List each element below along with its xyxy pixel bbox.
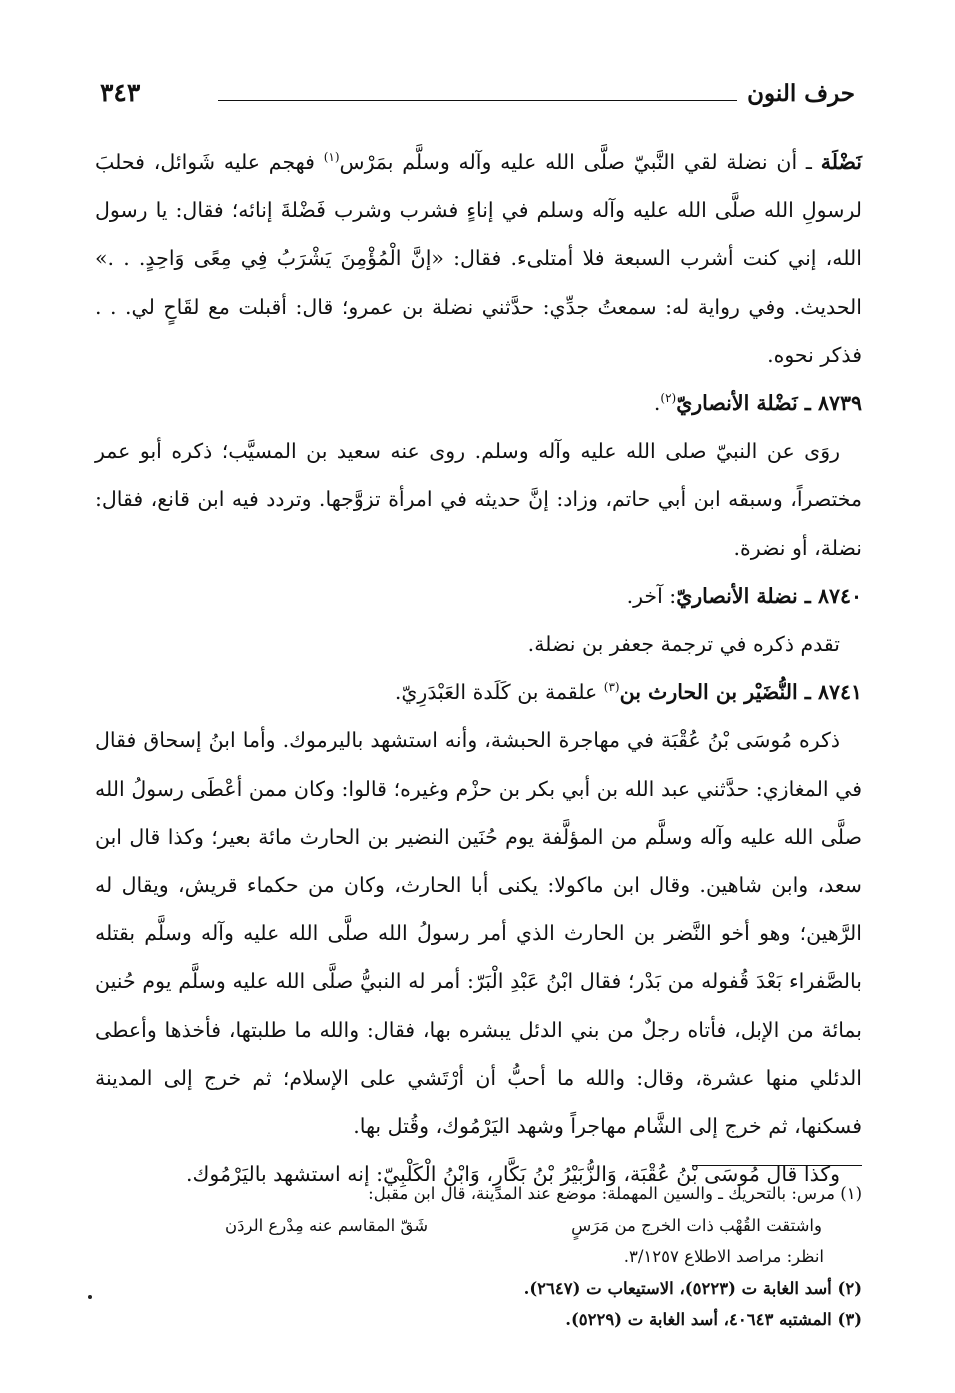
entry-title-tail: علقمة بن كَلَدة العَبْدَرِيّ.: [394, 680, 604, 705]
header-rule: [218, 100, 737, 101]
entry-text-8740: تقدم ذكره في ترجمة جعفر بن نضلة.: [527, 632, 840, 657]
entry-title: ٨٧٣٩ ـ نَضْلة الأنصاريّ: [676, 391, 862, 416]
entry-text-8741-closing: وكذا قال مُوسَى بْنُ عُقْبَة، وَالزُّبَيْرُ بْنُ بَكَّارٍ، وَابْنُ الْكَلْبِيّ: إنه استشهد باليَرْمُوك.: [185, 1162, 840, 1187]
entry-title: ٨٧٤٠ ـ نضلة الأنصاريّ: [676, 583, 862, 608]
footnote-3: (٣) المشتبه ٤٠٦٤٣، أسد الغابة ت (٥٢٢٩).: [565, 1310, 862, 1329]
entry-name: نَضْلَة: [820, 150, 862, 174]
footnote-marker: (٣): [603, 680, 620, 695]
page-number: ٣٤٣: [100, 78, 141, 107]
verse-first-hemistich: واشتقت القُهْب ذات الخرج من مَرَسٍ: [571, 1215, 822, 1235]
entry-title: ٨٧٤١ ـ النُّضَيْر بن الحارث بن: [619, 680, 862, 705]
footnotes: [95, 1178, 862, 1336]
entry-title-tail: .: [653, 391, 661, 416]
entry-heading-8740: [95, 572, 862, 620]
running-head: [100, 78, 855, 118]
paragraph-text: ـ أن نضلة لقي النَّبيّ صلَّى الله عليه وآله وسلَّم بمَرْس: [339, 150, 821, 174]
chapter-title: حرف النون: [747, 80, 855, 107]
entry-title-tail: : آخر.: [626, 583, 677, 608]
entry-text-8739: روَى عن النبيّ صلى الله عليه وآله وسلم. روى عنه سعيد بن المسيَّب؛ ذكره أبو عمر مختصراً، وسبقه ابن أبي حاتم، وزاد: إنَّ حديثه في امرأة تزوَّجها. وتردد فيه ابن قانع، فقال: نضلة، أو نضرة.: [95, 439, 862, 560]
footnote-2: (٢) أسد الغابة ت (٥٢٢٣)، الاستيعاب ت (٢٦٤٧).: [523, 1278, 862, 1298]
verse-second-hemistich: شَقّ المقاسم عنه مِدْرع الردَن: [225, 1215, 429, 1235]
footnote-marker: (٢): [660, 391, 677, 406]
footnote-1: (١) مرس: بالتحريك ـ والسين المهملة: موضع عند المدينة، قال ابن مقبل:: [368, 1184, 862, 1203]
footnote-marker: (١): [323, 150, 340, 165]
footnote-1-reference: انظر: مراصد الاطلاع ٣/١٢٥٧.: [623, 1247, 824, 1266]
main-text: [95, 138, 862, 1198]
paragraph-text: فهجم عليه شَوائل، فحلبَ لرسولِ الله صلَّى الله عليه وآله وسلم في إناءٍ فشرب وشرب فَضْلةَ إنائه؛ فقال: يا رسول الله، إني كنت أشرب السبعة فلا أمتلىء. فقال: «إنَّ الْمُؤْمِنَ يَشْرَبُ فِي مِعًى وَاحِدٍ. . .» الحديث. وفي رواية له: سمعتُ جدِّي: حدَّثني نضلة بن عمرو؛ قال: أقبلت مع لقَاحٍ لي. . . فذكر نحوه.: [95, 150, 862, 367]
ink-speck: [88, 1295, 92, 1299]
entry-heading-8739: [95, 379, 862, 427]
entry-continuation: [95, 138, 862, 379]
entry-text-8741: ذكره مُوسَى بْنُ عُقْبَة في مهاجرة الحبشة، وأنه استشهد باليرموك. وأما ابنُ إسحاق فقال في المغازي: حدَّثني عبد الله بن أبي بكر بن حزْم وغيره؛ قالوا: وكان ممن أعْطَى رسولُ الله صلَّى الله عليه وآله وسلَّم من المؤلَّفة يوم حُنَين النضير بن الحارث مائة بعير؛ وكذا قال ابن سعد، وابن شاهين. وقال ابن ماكولا: يكنى أبا الحارث، وكان من حكماء قريش، ويقال له الرَّهين؛ وهو أخو النَّضر بن الحارث الذي أمر رسولُ الله صلَّى الله عليه وآله وسلَّم بقتله بالصَّفراء بَعْدَ قُفوله من بَدْر؛ فقال ابْنُ عَبْدِ الْبَرّ: أمر له النبيُّ صلَّى الله عليه وسلَّم يوم حُنين بمائة من الإبل، فأتاه رجلٌ من بني الدئل يبشره بها، فقال: والله ما طلبتها، فأخذها وأعطى الدئلي منها عشرة، وقال: والله ما أحبُّ أن أرْتَشي على الإسلام؛ ثم خرج إلى المدينة فسكنها، ثم خرج إلى الشَّام مهاجراً وشهد اليَرْمُوك، وقُتل بها.: [95, 728, 862, 1139]
footnote-1-verse: [95, 1210, 862, 1242]
entry-heading-8741: [95, 668, 862, 716]
footnote-rule: [692, 1165, 862, 1166]
